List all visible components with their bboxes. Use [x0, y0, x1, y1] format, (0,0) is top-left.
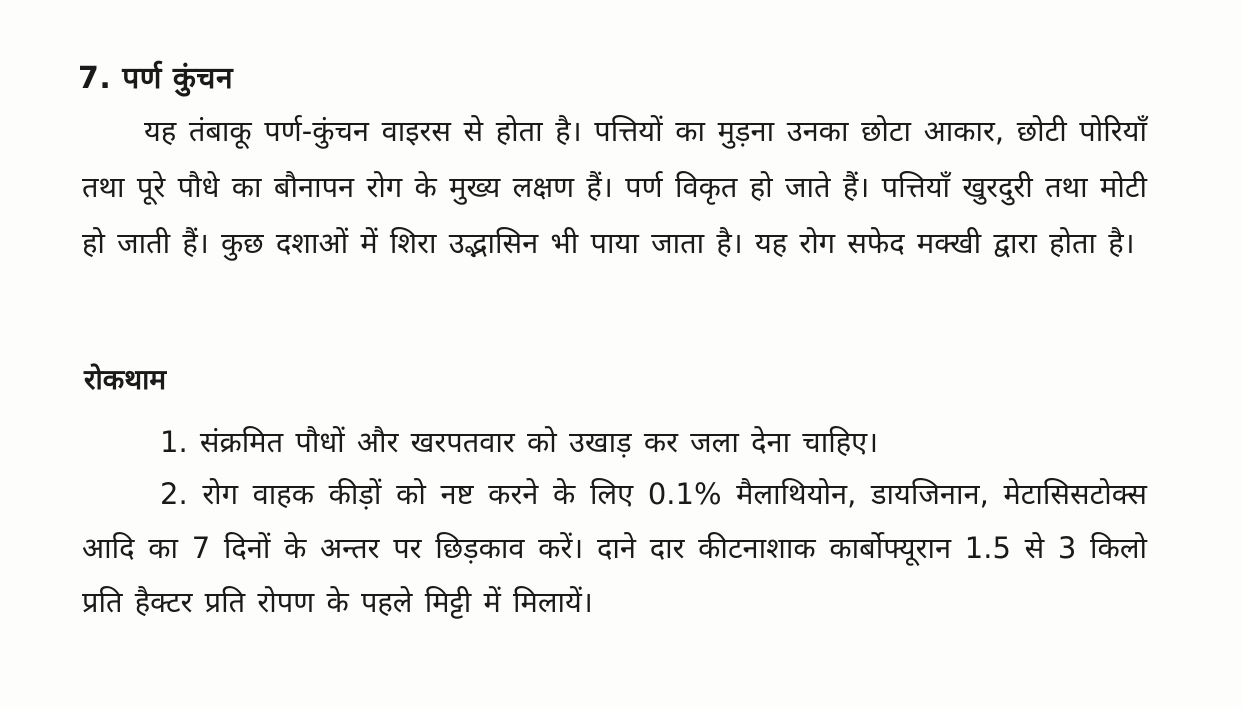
section-heading: 7. पर्ण कुंचन: [78, 61, 234, 96]
control-heading: रोकथाम: [84, 363, 167, 396]
section-paragraph: यह तंबाकू पर्ण-कुंचन वाइरस से होता है। पत्तियों का मुड़ना उनका छोटा आकार, छोटी पोरियाँ तथा पूरे पौधे का बौनापन रोग के मुख्य लक्षण हैं। पर्ण विकृत हो जाते हैं। पत्तियाँ खुरदुरी तथा मोटी हो जाती हैं। कुछ दशाओं में शिरा उद्भासिन भी पाया जाता है। यह रोग सफेद मक्खी द्वारा होता है।: [82, 114, 1147, 260]
control-item-1: 1. संक्रमित पौधों और खरपतवार को उखाड़ कर जला देना चाहिए।: [160, 425, 879, 459]
control-item-2: 2. रोग वाहक कीड़ों को नष्ट करने के लिए 0.1% मैलाथियोन, डायजिनान, मेटासिसटोक्स आदि का 7 दिनों के अन्तर पर छिड़काव करें। दाने दार कीटनाशाक कार्बोफ्यूरान 1.5 से 3 किलो प्रति हैक्टर प्रति रोपण के पहले मिट्टी में मिलायें।: [82, 477, 1147, 619]
